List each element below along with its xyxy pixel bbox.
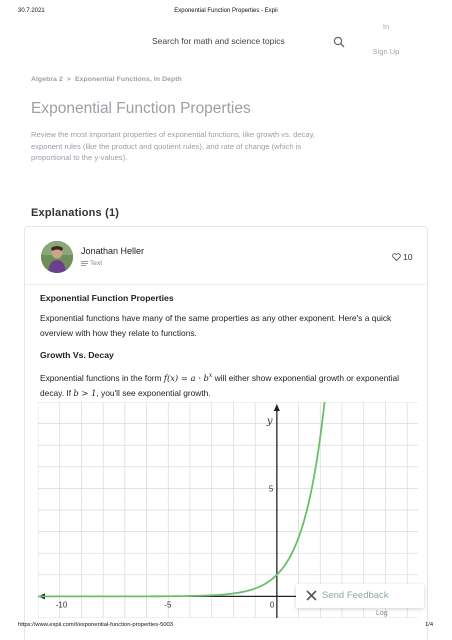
search-input[interactable]	[130, 36, 350, 50]
like-count: 10	[403, 252, 413, 262]
explanation-type	[81, 260, 102, 267]
card-divider	[24, 284, 428, 285]
growth-text-3: , you'll see exponential growth.	[96, 387, 211, 398]
exponential-curve	[38, 402, 325, 596]
text-type-icon	[81, 261, 88, 266]
avatar-photo	[41, 241, 73, 273]
growth-text-2: will either show exponential growth or exponential decay. If	[40, 372, 399, 398]
content-heading-properties: Exponential Function Properties	[40, 293, 174, 303]
y-tick-label: 5	[268, 484, 274, 494]
breadcrumb-item-exponential-functions[interactable]: Exponential Functions, In Depth	[74, 76, 182, 83]
content-heading-growth-decay: Growth Vs. Decay	[40, 350, 114, 360]
signup-link[interactable]: Sign Up	[372, 47, 400, 56]
search-placeholder: Search for math and science topics	[152, 36, 285, 46]
growth-condition: b > 1	[73, 387, 97, 398]
content-paragraph-intro: Exponential functions have many of the same properties as any other exponent. Here's a quick overview with how they relate to functions.	[40, 313, 392, 338]
page-description: Review the most important properties of exponential functions, like growth vs. decay, exponent rules (like the product and quotient rules), and rate of change (which is proportional to the y-values).	[31, 130, 315, 162]
graph-curve-layer	[38, 402, 325, 596]
x-tick-label: 0	[269, 600, 275, 610]
formula-exponent: x	[208, 372, 213, 379]
y-axis-label: y	[266, 416, 273, 427]
print-header	[0, 8, 452, 18]
login-fragment[interactable]: Log	[376, 610, 388, 617]
y-axis-arrow	[274, 404, 280, 411]
content-paragraph-growth	[40, 368, 412, 401]
send-feedback-button[interactable]	[296, 584, 424, 608]
search-icon[interactable]	[333, 36, 345, 48]
print-url: https://www.expii.com/t/exponential-function-properties-5003	[18, 622, 173, 628]
close-icon[interactable]	[306, 590, 317, 601]
page-title: Exponential Function Properties	[31, 100, 251, 117]
breadcrumb	[31, 76, 186, 83]
login-link[interactable]: In	[382, 22, 390, 31]
like-button[interactable]	[392, 252, 412, 262]
breadcrumb-separator: >	[66, 76, 71, 83]
formula-base: f(x) = a · b	[163, 372, 209, 383]
growth-text-1: Exponential functions in the form	[40, 372, 162, 383]
avatar[interactable]	[41, 241, 73, 273]
explanations-heading: Explanations (1)	[31, 207, 120, 219]
explanation-type-label: Text	[90, 260, 103, 267]
x-tick-label: -5	[164, 600, 172, 610]
formula	[164, 373, 212, 383]
x-tick-label: -10	[55, 600, 68, 610]
author-name[interactable]: Jonathan Heller	[81, 246, 145, 256]
print-page-number: 1/4	[425, 622, 434, 628]
heart-icon	[392, 253, 401, 261]
print-doc-title: Exponential Function Properties - Expii	[174, 8, 278, 14]
send-feedback-label: Send Feedback	[322, 590, 389, 601]
breadcrumb-item-algebra-2[interactable]: Algebra 2	[31, 76, 63, 83]
print-date: 30.7.2021	[18, 8, 45, 14]
